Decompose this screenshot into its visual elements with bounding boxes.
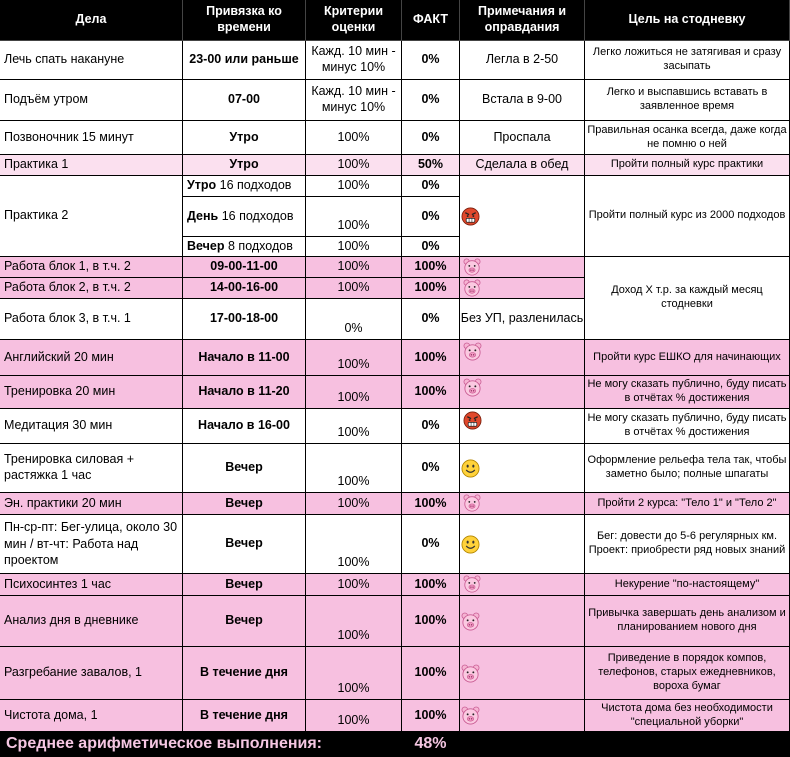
note-cell[interactable] xyxy=(460,176,585,257)
angry-smiley-icon xyxy=(461,207,480,226)
time-cell[interactable]: 17-00-18-00 xyxy=(183,299,306,340)
pig-face-icon xyxy=(463,279,481,297)
fact-cell[interactable]: 100% xyxy=(402,647,460,700)
fact-cell[interactable]: 0% xyxy=(402,176,460,197)
pig-face-icon xyxy=(461,612,480,631)
header-fact[interactable]: ФАКТ xyxy=(402,0,460,41)
criteria-cell[interactable]: 0% xyxy=(306,299,402,340)
time-cell[interactable]: Вечер xyxy=(183,515,306,574)
fact-cell[interactable]: 100% xyxy=(402,574,460,596)
fact-cell[interactable]: 100% xyxy=(402,340,460,376)
task-cell[interactable]: Лечь спать накануне xyxy=(0,41,183,80)
header-tasks[interactable]: Дела xyxy=(0,0,183,41)
criteria-cell[interactable]: 100% xyxy=(306,257,402,278)
note-cell[interactable] xyxy=(460,278,585,299)
task-cell[interactable]: Медитация 30 мин xyxy=(0,409,183,444)
criteria-cell[interactable]: Кажд. 10 мин - минус 10% xyxy=(306,80,402,121)
time-part-text: 16 подходов xyxy=(219,178,292,193)
pig-face-icon xyxy=(463,575,481,593)
fact-cell[interactable]: 0% xyxy=(402,409,460,444)
task-cell[interactable]: Чистота дома, 1 xyxy=(0,700,183,732)
criteria-cell[interactable]: 100% xyxy=(306,376,402,409)
time-part-label: Утро xyxy=(187,178,217,193)
task-cell[interactable]: Практика 2 xyxy=(0,176,183,257)
goal-cell[interactable]: Привычка завершать день анализом и планированием нового дня xyxy=(585,596,790,647)
note-cell[interactable] xyxy=(460,444,585,493)
fact-cell[interactable]: 0% xyxy=(402,237,460,257)
task-cell[interactable]: Подъём утром xyxy=(0,80,183,121)
fact-cell[interactable]: 100% xyxy=(402,278,460,299)
goal-cell[interactable]: Чистота дома без необходимости "специальной уборки" xyxy=(585,700,790,732)
pig-face-icon xyxy=(463,378,482,397)
criteria-cell[interactable]: 100% xyxy=(306,596,402,647)
fact-cell[interactable]: 100% xyxy=(402,376,460,409)
note-cell[interactable]: Без УП, разленилась xyxy=(460,299,585,340)
note-cell[interactable] xyxy=(460,647,585,700)
time-cell[interactable]: 07-00 xyxy=(183,80,306,121)
average-label: Среднее арифметическое выполнения: xyxy=(0,732,402,757)
criteria-cell[interactable]: 100% xyxy=(306,197,402,237)
task-cell[interactable]: Тренировка силовая + растяжка 1 час xyxy=(0,444,183,493)
criteria-cell[interactable]: Кажд. 10 мин - минус 10% xyxy=(306,41,402,80)
happy-smiley-icon xyxy=(461,459,480,478)
note-cell[interactable]: Проспала xyxy=(460,121,585,155)
goal-cell[interactable]: Не могу сказать публично, буду писать в отчётах % достижения xyxy=(585,376,790,409)
time-part-label: День xyxy=(187,208,219,223)
task-cell[interactable]: Позвоночник 15 минут xyxy=(0,121,183,155)
note-cell[interactable] xyxy=(460,340,585,376)
time-cell[interactable] xyxy=(183,197,306,237)
header-criteria[interactable]: Критерии оценки xyxy=(306,0,402,41)
time-cell[interactable]: Утро xyxy=(183,155,306,176)
pig-face-icon xyxy=(463,258,481,276)
fact-cell[interactable]: 100% xyxy=(402,596,460,647)
angry-smiley-icon xyxy=(463,411,482,430)
goal-cell[interactable]: Правильная осанка всегда, даже когда не помню о ней xyxy=(585,121,790,155)
criteria-cell[interactable]: 100% xyxy=(306,574,402,596)
task-cell[interactable]: Пн-ср-пт: Бег-улица, около 30 мин / вт-чт: Работа над проектом xyxy=(0,515,183,574)
average-value: 48% xyxy=(402,732,460,757)
pig-face-icon xyxy=(461,664,480,683)
time-cell[interactable] xyxy=(183,176,306,197)
criteria-cell[interactable]: 100% xyxy=(306,700,402,732)
time-cell[interactable]: Утро xyxy=(183,121,306,155)
task-cell[interactable]: Тренировка 20 мин xyxy=(0,376,183,409)
note-cell[interactable] xyxy=(460,409,585,444)
time-cell[interactable]: Вечер xyxy=(183,444,306,493)
time-cell[interactable]: Вечер xyxy=(183,574,306,596)
criteria-cell[interactable]: 100% xyxy=(306,121,402,155)
pig-face-icon xyxy=(463,342,482,361)
criteria-cell[interactable]: 100% xyxy=(306,340,402,376)
task-cell[interactable]: Работа блок 1, в т.ч. 2 xyxy=(0,257,183,278)
goal-cell[interactable]: Некурение "по-настоящему" xyxy=(585,574,790,596)
goal-cell[interactable]: Не могу сказать публично, буду писать в отчётах % достижения xyxy=(585,409,790,444)
time-part-text: 8 подходов xyxy=(228,238,293,253)
criteria-cell[interactable]: 100% xyxy=(306,278,402,299)
time-cell[interactable]: В течение дня xyxy=(183,700,306,732)
task-cell[interactable]: Психосинтез 1 час xyxy=(0,574,183,596)
note-cell[interactable]: Легла в 2-50 xyxy=(460,41,585,80)
task-cell[interactable]: Практика 1 xyxy=(0,155,183,176)
time-cell[interactable]: 14-00-16-00 xyxy=(183,278,306,299)
goal-cell[interactable]: Пройти 2 курса: "Тело 1" и "Тело 2" xyxy=(585,493,790,515)
time-part-label: Вечер xyxy=(187,238,225,253)
fact-cell[interactable]: 0% xyxy=(402,121,460,155)
note-cell[interactable] xyxy=(460,700,585,732)
criteria-cell[interactable]: 100% xyxy=(306,409,402,444)
fact-cell[interactable]: 100% xyxy=(402,493,460,515)
time-cell[interactable]: 23-00 или раньше xyxy=(183,41,306,80)
note-cell[interactable] xyxy=(460,493,585,515)
note-cell[interactable] xyxy=(460,596,585,647)
pig-face-icon xyxy=(463,494,481,512)
fact-cell[interactable]: 0% xyxy=(402,299,460,340)
note-cell[interactable] xyxy=(460,376,585,409)
criteria-cell[interactable]: 100% xyxy=(306,176,402,197)
criteria-cell[interactable]: 100% xyxy=(306,444,402,493)
footer-blank xyxy=(460,732,790,757)
task-cell[interactable]: Разгребание завалов, 1 xyxy=(0,647,183,700)
time-cell[interactable]: 09-00-11-00 xyxy=(183,257,306,278)
goal-cell[interactable]: Легко и выспавшись вставать в заявленное время xyxy=(585,80,790,121)
criteria-cell[interactable]: 100% xyxy=(306,237,402,257)
time-cell[interactable]: Вечер xyxy=(183,493,306,515)
note-cell[interactable]: Встала в 9-00 xyxy=(460,80,585,121)
note-cell[interactable] xyxy=(460,257,585,278)
happy-smiley-icon xyxy=(461,535,480,554)
header-time[interactable]: Привязка ко времени xyxy=(183,0,306,41)
task-cell[interactable]: Эн. практики 20 мин xyxy=(0,493,183,515)
goal-cell[interactable]: Бег: довести до 5-6 регулярных км. Проект: приобрести ряд новых знаний xyxy=(585,515,790,574)
fact-cell[interactable]: 100% xyxy=(402,700,460,732)
header-notes[interactable]: Примечания и оправдания xyxy=(460,0,585,41)
fact-cell[interactable]: 50% xyxy=(402,155,460,176)
task-cell[interactable]: Работа блок 3, в т.ч. 1 xyxy=(0,299,183,340)
fact-cell[interactable]: 0% xyxy=(402,80,460,121)
fact-cell[interactable]: 0% xyxy=(402,41,460,80)
pig-face-icon xyxy=(461,706,480,725)
time-cell[interactable]: Начало в 11-20 xyxy=(183,376,306,409)
note-cell[interactable] xyxy=(460,574,585,596)
note-cell[interactable] xyxy=(460,515,585,574)
goal-cell[interactable]: Доход Х т.р. за каждый месяц стодневки xyxy=(585,257,790,340)
criteria-cell[interactable]: 100% xyxy=(306,155,402,176)
goal-cell[interactable]: Оформление рельефа тела так, чтобы заметно было; полные шпагаты xyxy=(585,444,790,493)
task-cell[interactable]: Анализ дня в дневнике xyxy=(0,596,183,647)
goal-cell[interactable]: Приведение в порядок компов, телефонов, старых ежедневников, вороха бумаг xyxy=(585,647,790,700)
header-goal[interactable]: Цель на стодневку xyxy=(585,0,790,41)
task-cell[interactable]: Английский 20 мин xyxy=(0,340,183,376)
fact-cell[interactable]: 0% xyxy=(402,515,460,574)
goal-cell[interactable]: Легко ложиться не затягивая и сразу засыпать xyxy=(585,41,790,80)
time-part-text: 16 подходов xyxy=(221,208,294,223)
fact-cell[interactable]: 0% xyxy=(402,197,460,237)
criteria-cell[interactable]: 100% xyxy=(306,493,402,515)
time-cell[interactable]: Начало в 16-00 xyxy=(183,409,306,444)
criteria-cell[interactable]: 100% xyxy=(306,515,402,574)
criteria-cell[interactable]: 100% xyxy=(306,647,402,700)
fact-cell[interactable]: 0% xyxy=(402,444,460,493)
goal-cell[interactable]: Пройти полный курс практики xyxy=(585,155,790,176)
time-cell[interactable]: В течение дня xyxy=(183,647,306,700)
goal-cell[interactable]: Пройти курс ЕШКО для начинающих xyxy=(585,340,790,376)
time-cell[interactable] xyxy=(183,237,306,257)
task-cell[interactable]: Работа блок 2, в т.ч. 2 xyxy=(0,278,183,299)
time-cell[interactable]: Вечер xyxy=(183,596,306,647)
note-cell[interactable]: Сделала в обед xyxy=(460,155,585,176)
goal-cell[interactable]: Пройти полный курс из 2000 подходов xyxy=(585,176,790,257)
time-cell[interactable]: Начало в 11-00 xyxy=(183,340,306,376)
fact-cell[interactable]: 100% xyxy=(402,257,460,278)
